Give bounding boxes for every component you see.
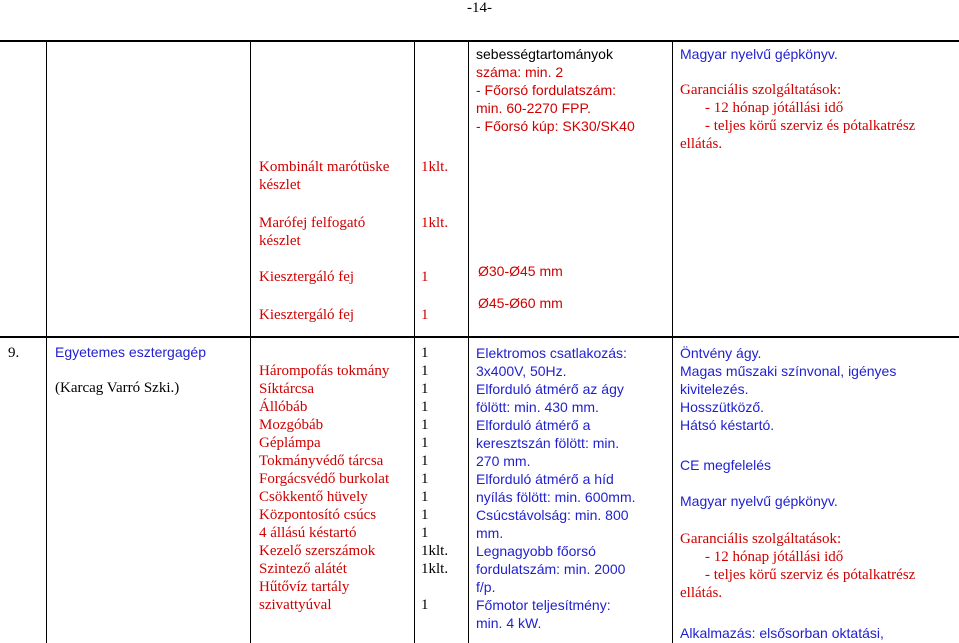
manual-note: Magyar nyelvű gépkönyv.: [680, 493, 838, 509]
table-top-border: [0, 40, 959, 42]
spec-line: Elforduló átmérő a: [476, 417, 591, 433]
accessory-item: Csökkentő hüvely: [259, 489, 368, 505]
spec-line: Elforduló átmérő az ágy: [476, 381, 624, 397]
item-name: készlet: [259, 177, 301, 193]
col-divider-3: [414, 40, 415, 643]
accessory-item: Kezelő szerszámok: [259, 543, 376, 559]
item-name: Marófej felfogató: [259, 215, 366, 231]
spec-line: 3x400V, 50Hz.: [476, 363, 567, 379]
accessory-item: Tokmányvédő tárcsa: [259, 453, 384, 469]
item-quantity: 1: [421, 269, 429, 285]
row-number: 9.: [8, 345, 20, 361]
spec-line: Legnagyobb főorsó: [476, 543, 596, 559]
ce-compliance: CE megfelelés: [680, 457, 772, 473]
item-spec: Ø45-Ø60 mm: [478, 295, 563, 311]
accessory-item: Mozgóbáb: [259, 417, 324, 433]
col-divider-2: [250, 40, 251, 643]
note-line: Öntvény ágy.: [680, 345, 762, 361]
spec-line: nyílás fölött: min. 600mm.: [476, 489, 636, 505]
quantity-item: 1: [421, 489, 429, 505]
spec-line: min. 4 kW.: [476, 615, 542, 631]
warranty-item: - teljes körű szerviz és pótalkatrész: [705, 118, 916, 134]
col-divider-4: [468, 40, 469, 643]
manual-note: Magyar nyelvű gépkönyv.: [680, 46, 838, 62]
item-quantity: 1klt.: [421, 215, 449, 231]
col-divider-5: [672, 40, 673, 643]
quantity-item: 1klt.: [421, 543, 449, 559]
item-quantity: 1klt.: [421, 159, 449, 175]
spec-line: Főmotor teljesítmény:: [476, 597, 611, 613]
item-name: Kiesztergáló fej: [259, 307, 355, 323]
quantity-item: 1: [421, 399, 429, 415]
warranty-item: - 12 hónap jótállási idő: [705, 549, 844, 565]
spec-line: Elforduló átmérő a híd: [476, 471, 614, 487]
spec-line: min. 60-2270 FPP.: [476, 100, 591, 116]
quantity-item: 1: [421, 525, 429, 541]
spec-line: f/p.: [476, 579, 496, 595]
quantity-item: 1: [421, 345, 429, 361]
warranty-item: - 12 hónap jótállási idő: [705, 100, 844, 116]
accessory-item: Hűtővíz tartály: [259, 579, 350, 595]
spec-line: száma: min. 2: [476, 64, 564, 80]
quantity-item: 1: [421, 417, 429, 433]
item-name: Kombinált marótüske: [259, 159, 390, 175]
spec-line: 270 mm.: [476, 453, 531, 469]
spec-line: fordulatszám: min. 2000: [476, 561, 626, 577]
spec-line: fölött: min. 430 mm.: [476, 399, 599, 415]
note-line: Hosszütköző.: [680, 399, 765, 415]
quantity-item: 1: [421, 597, 429, 613]
accessory-item: Szintező alátét: [259, 561, 347, 577]
spec-line: - Főorsó kúp: SK30/SK40: [476, 118, 635, 134]
spec-line: - Főorsó fordulatszám:: [476, 82, 617, 98]
usage-note: Alkalmazás: elsősorban oktatási,: [680, 625, 884, 641]
spec-line: Elektromos csatlakozás:: [476, 345, 627, 361]
page-number: -14-: [467, 0, 492, 16]
warranty-end: ellátás.: [680, 136, 723, 152]
item-spec: Ø30-Ø45 mm: [478, 263, 563, 279]
quantity-item: 1: [421, 507, 429, 523]
quantity-item: 1: [421, 381, 429, 397]
item-quantity: 1: [421, 307, 429, 323]
accessory-item: Központosító csúcs: [259, 507, 377, 523]
accessory-item: szivattyúval: [259, 597, 332, 613]
quantity-item: 1: [421, 471, 429, 487]
machine-name: Egyetemes esztergagép: [55, 344, 206, 360]
quantity-item: 1: [421, 363, 429, 379]
warranty-end: ellátás.: [680, 585, 723, 601]
note-line: Hátsó késtartó.: [680, 417, 775, 433]
accessory-item: 4 állású késtartó: [259, 525, 357, 541]
row-divider: [0, 336, 959, 338]
spec-line: keresztszán fölött: min.: [476, 435, 620, 451]
warranty-title: Garanciális szolgáltatások:: [680, 82, 842, 98]
warranty-title: Garanciális szolgáltatások:: [680, 531, 842, 547]
note-line: Magas műszaki színvonal, igényes: [680, 363, 897, 379]
accessory-item: Állóbáb: [259, 399, 308, 415]
col-divider-1: [46, 40, 47, 643]
quantity-item: 1klt.: [421, 561, 449, 577]
item-name: készlet: [259, 233, 301, 249]
accessory-item: Géplámpa: [259, 435, 321, 451]
spec-line: Csúcstávolság: min. 800: [476, 507, 629, 523]
item-name: Kiesztergáló fej: [259, 269, 355, 285]
accessory-item: Síktárcsa: [259, 381, 314, 397]
quantity-item: 1: [421, 435, 429, 451]
note-line: kivitelezés.: [680, 381, 749, 397]
warranty-item: - teljes körű szerviz és pótalkatrész: [705, 567, 916, 583]
machine-location: (Karcag Varró Szki.): [55, 380, 180, 396]
accessory-item: Forgácsvédő burkolat: [259, 471, 390, 487]
spec-line: sebességtartományok: [476, 46, 613, 62]
accessory-item: Hárompofás tokmány: [259, 363, 390, 379]
spec-line: mm.: [476, 525, 504, 541]
quantity-item: 1: [421, 453, 429, 469]
